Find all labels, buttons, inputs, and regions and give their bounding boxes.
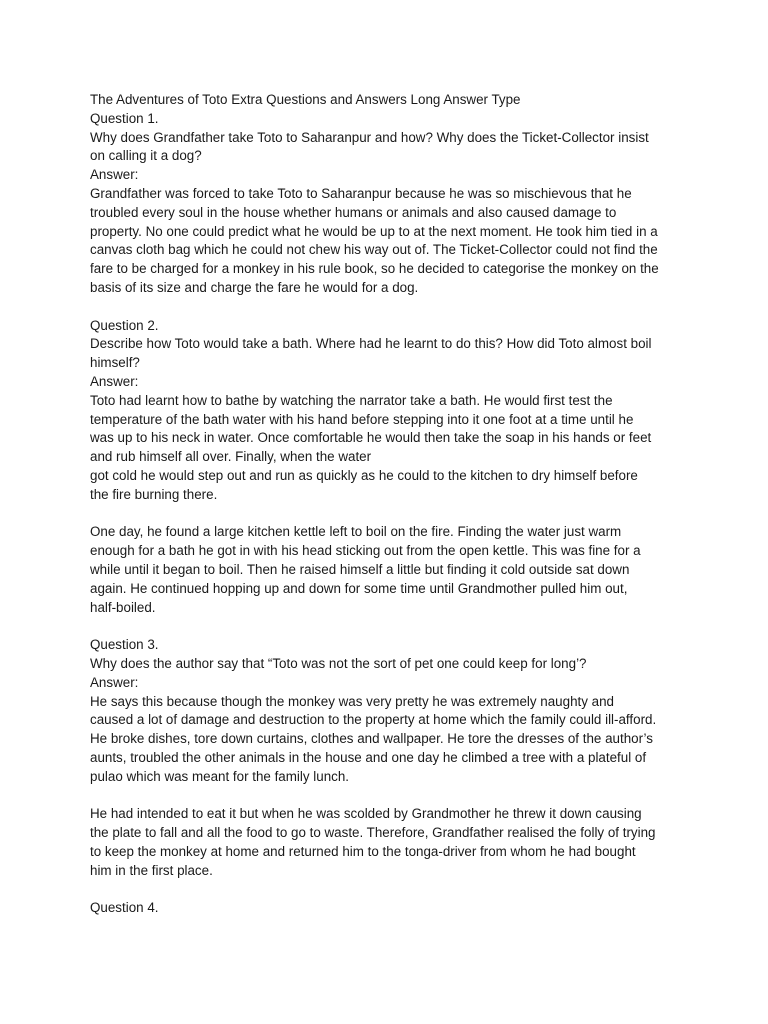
document-page (90, 91, 690, 918)
answer-1-line: Grandfather was forced to take Toto to Saharanpur because he was so mischievous that he (90, 185, 632, 201)
question-2-text-line: Describe how Toto would take a bath. Where had he learnt to do this? How did Toto almost boil (90, 336, 652, 352)
paragraph-gap (90, 786, 690, 805)
question-1-label: Question 1. (90, 110, 159, 126)
question-2-label: Question 2. (90, 317, 159, 333)
answer-3-label: Answer: (90, 674, 139, 690)
answer-2-paragraph-2-line: while until it began to boil. Then he raised himself a little but finding it cold outside sat down (90, 561, 630, 577)
answer-3-paragraph-2-line: him in the first place. (90, 862, 213, 878)
question-1-text-line: Why does Grandfather take Toto to Saharanpur and how? Why does the Ticket-Collector insist (90, 129, 649, 145)
answer-1-line: troubled every soul in the house whether humans or animals and also caused damage to (90, 204, 617, 220)
answer-3-line: aunts, troubled the other animals in the house and one day he climbed a tree with a plateful of (90, 749, 647, 765)
answer-2-line: temperature of the bath water with his hand before stepping into it one foot at a time until he (90, 411, 634, 427)
question-3-text-line: Why does the author say that “Toto was not the sort of pet one could keep for long’? (90, 655, 587, 671)
answer-3-line: He says this because though the monkey was very pretty he was extremely naughty and (90, 693, 615, 709)
question-4-label: Question 4. (90, 900, 159, 916)
answer-2-paragraph-2-line: enough for a bath he got in with his head sticking out from the open kettle. This was fine for a (90, 543, 641, 559)
answer-2-line: the fire burning there. (90, 486, 218, 502)
answer-2-paragraph-2-line: One day, he found a large kitchen kettle left to boil on the fire. Finding the water just warm (90, 524, 622, 540)
answer-1-line: canvas cloth bag which he could not chew his way out of. The Ticket-Collector could not find the (90, 242, 658, 258)
question-1-text-line: on calling it a dog? (90, 148, 202, 164)
answer-3-line: pulao which was meant for the family lunch. (90, 768, 350, 784)
answer-3-line: caused a lot of damage and destruction to the property at home which the family could ill-afford. (90, 712, 657, 728)
answer-2-paragraph-2-line: again. He continued hopping up and down for some time until Grandmother pulled him out, (90, 580, 628, 596)
answer-3-paragraph-2-line: the plate to fall and all the food to go to waste. Therefore, Grandfather realised the folly of trying (90, 825, 656, 841)
paragraph-gap (90, 880, 690, 899)
document-title: The Adventures of Toto Extra Questions and Answers Long Answer Type (90, 92, 521, 107)
answer-1-label: Answer: (90, 167, 139, 183)
answer-3-paragraph-2-line: to keep the monkey at home and returned him to the tonga-driver from whom he had bought (90, 843, 636, 859)
answer-2-line: Toto had learnt how to bathe by watching the narrator take a bath. He would first test the (90, 392, 613, 408)
answer-2-line: was up to his neck in water. Once comfortable he would then take the soap in his hands or feet (90, 430, 652, 446)
answer-1-line: fare to be charged for a monkey in his rule book, so he decided to categorise the monkey on the (90, 261, 659, 277)
answer-2-label: Answer: (90, 373, 139, 389)
answer-3-line: He broke dishes, tore down curtains, clothes and wallpaper. He tore the dresses of the author’s (90, 731, 653, 747)
paragraph-gap (90, 505, 690, 524)
answer-3-paragraph-2-line: He had intended to eat it but when he was scolded by Grandmother he threw it down causing (90, 806, 642, 822)
answer-2-line: got cold he would step out and run as quickly as he could to the kitchen to dry himself before (90, 467, 638, 483)
paragraph-gap (90, 298, 690, 317)
answer-1-line: basis of its size and charge the fare he would for a dog. (90, 279, 419, 295)
question-3-label: Question 3. (90, 637, 159, 653)
answer-2-paragraph-2-line: half-boiled. (90, 599, 156, 615)
answer-1-line: property. No one could predict what he would be up to at the next moment. He took him tied in a (90, 223, 658, 239)
question-2-text-line: himself? (90, 355, 140, 371)
paragraph-gap (90, 617, 690, 636)
answer-2-line: and rub himself all over. Finally, when the water (90, 449, 372, 465)
